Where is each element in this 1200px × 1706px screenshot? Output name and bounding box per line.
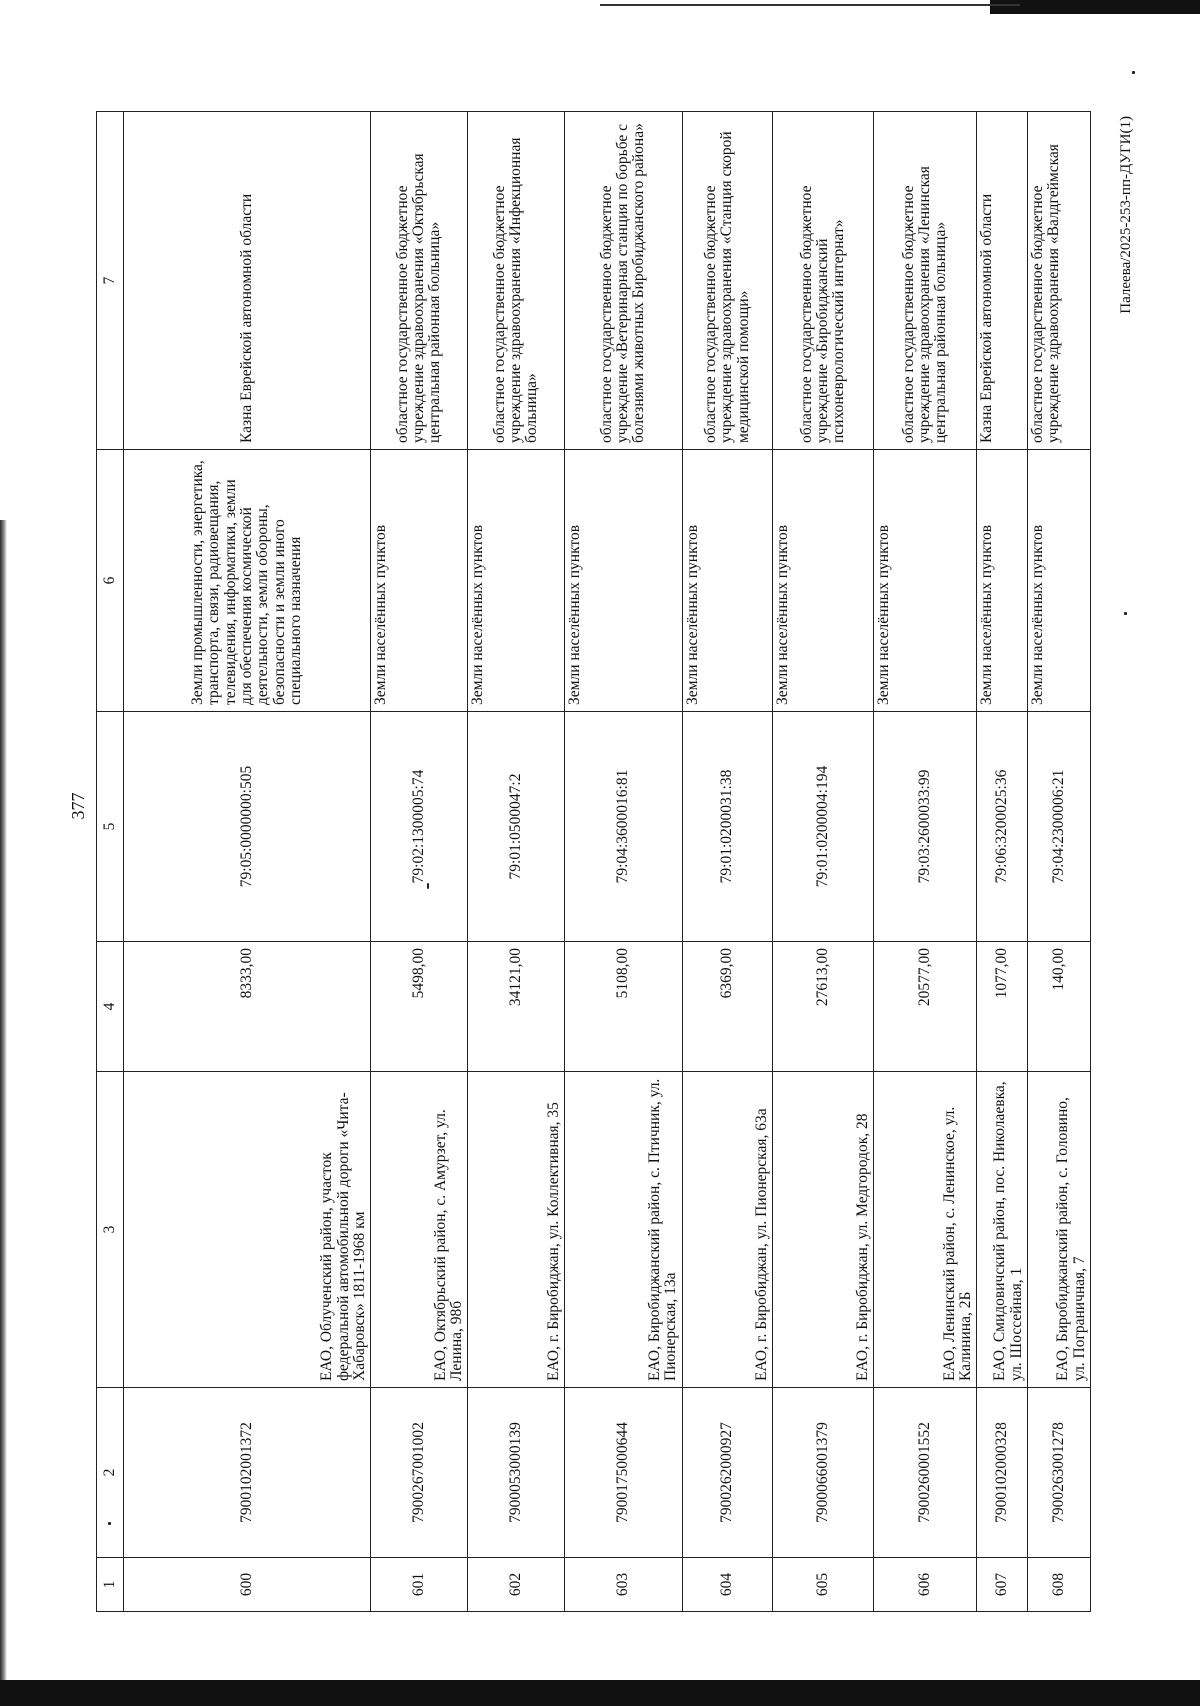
rights-holder: Казна Еврейской автономной области: [124, 112, 371, 450]
row-number: 608: [1027, 1558, 1090, 1612]
row-number: 606: [874, 1558, 977, 1612]
cadastral-number: 79:03:2600033:99: [874, 712, 977, 942]
table-row: [468, 112, 565, 1612]
land-category: Земли населённых пунктов: [977, 450, 1028, 712]
column-header: 7: [97, 112, 124, 450]
area: 20577,00: [874, 942, 977, 1072]
land-category: Земли населённых пунктов: [682, 450, 772, 712]
column-header: 4: [97, 942, 124, 1072]
cadastral-number: 79:06:3200025:36: [977, 712, 1028, 942]
rights-holder: областное государственное бюджетное учреждение здравоохранения «Октябрьская центральная районная больница»: [371, 112, 468, 450]
address: ЕАО, Смидовичский район, пос. Николаевка, ул. Шоссейная, 1: [977, 1072, 1028, 1388]
area: 6369,00: [682, 942, 772, 1072]
header-row: [97, 112, 124, 1612]
land-registry-table: [96, 111, 1091, 1612]
cadastral-number: 79:04:3600016:81: [564, 712, 682, 942]
cadastral-number: 79:05:0000000:505: [124, 712, 371, 942]
address: ЕАО, г. Биробиджан, ул. Пионерская, 63а: [682, 1072, 772, 1388]
registry-number: 7900260001552: [874, 1388, 977, 1558]
area: 34121,00: [468, 942, 565, 1072]
area: 27613,00: [773, 942, 874, 1072]
area: 1077,00: [977, 942, 1028, 1072]
cadastral-number: 79:02:1300005:74: [371, 712, 468, 942]
rights-holder: областное государственное бюджетное учреждение «Ветеринарная станция по борьбе с болезнями животных Биробиджанского района»: [564, 112, 682, 450]
table-row: [682, 112, 772, 1612]
table-row: [1027, 112, 1090, 1612]
address: ЕАО, Ленинский район, с. Ленинское, ул. Калинина, 2Б: [874, 1072, 977, 1388]
address: ЕАО, Биробиджанский район, с. Головино, ул. Пограничная, 7: [1027, 1072, 1090, 1388]
registry-number: 7900263001278: [1027, 1388, 1090, 1558]
table-row: [371, 112, 468, 1612]
rights-holder: Казна Еврейской автономной области: [977, 112, 1028, 450]
land-category: Земли населённых пунктов: [564, 450, 682, 712]
area: 5498,00: [371, 942, 468, 1072]
table-row: [977, 112, 1028, 1612]
row-number: 600: [124, 1558, 371, 1612]
land-category: Земли промышленности, энергетика, транспорта, связи, радиовещания, телевидения, информатики, земли для обеспечения космической деятельности, земли обороны, безопасности и земли иного специального назначения: [124, 450, 371, 712]
rights-holder: областное государственное бюджетное учреждение здравоохранения «Валдгеймская: [1027, 112, 1090, 450]
area: 5108,00: [564, 942, 682, 1072]
area: 140,00: [1027, 942, 1090, 1072]
page-number: 377: [68, 792, 88, 820]
registry-number: 7900175000644: [564, 1388, 682, 1558]
column-header: 5: [97, 712, 124, 942]
registry-number: 7900102001372: [124, 1388, 371, 1558]
rights-holder: областное государственное бюджетное учреждение здравоохранения «Станция скорой медицинской помощи»: [682, 112, 772, 450]
cadastral-number: 79:01:0200004:194: [773, 712, 874, 942]
row-number: 605: [773, 1558, 874, 1612]
column-header: 2: [97, 1388, 124, 1558]
area: 8333,00: [124, 942, 371, 1072]
land-category: Земли населённых пунктов: [874, 450, 977, 712]
table-row: [124, 112, 371, 1612]
address: ЕАО, г. Биробиджан, ул. Коллективная, 35: [468, 1072, 565, 1388]
column-header: 1: [97, 1558, 124, 1612]
row-number: 601: [371, 1558, 468, 1612]
address: ЕАО, Облученский район, участок федеральной автомобильной дороги «Чита-Хабаровск» 1811-1968 км: [124, 1072, 371, 1388]
document-reference: Палеева/2025-253-пп-ДУГИ(1): [1118, 116, 1134, 314]
column-header: 3: [97, 1072, 124, 1388]
row-number: 602: [468, 1558, 565, 1612]
land-category: Земли населённых пунктов: [773, 450, 874, 712]
row-number: 604: [682, 1558, 772, 1612]
registry-number: 7900066001379: [773, 1388, 874, 1558]
table-row: [773, 112, 874, 1612]
land-category: Земли населённых пунктов: [371, 450, 468, 712]
row-number: 603: [564, 1558, 682, 1612]
rights-holder: областное государственное бюджетное учреждение здравоохранения «Ленинская центральная районная больница»: [874, 112, 977, 450]
address: ЕАО, г. Биробиджан, ул. Медгородок, 28: [773, 1072, 874, 1388]
cadastral-number: 79:01:0200031:38: [682, 712, 772, 942]
table-row: [874, 112, 977, 1612]
registry-number: 7900267001002: [371, 1388, 468, 1558]
rights-holder: областное государственное бюджетное учреждение «Биробиджанский психоневрологический интернат»: [773, 112, 874, 450]
cadastral-number: 79:01:0500047:2: [468, 712, 565, 942]
address: ЕАО, Октябрьский район, с. Амурзет, ул. Ленина, 98б: [371, 1072, 468, 1388]
row-number: 607: [977, 1558, 1028, 1612]
table-row: [564, 112, 682, 1612]
registry-number: 7900102000328: [977, 1388, 1028, 1558]
column-header: 6: [97, 450, 124, 712]
cadastral-number: 79:04:2300006:21: [1027, 712, 1090, 942]
registry-number: 7900053000139: [468, 1388, 565, 1558]
land-category: Земли населённых пунктов: [468, 450, 565, 712]
rights-holder: областное государственное бюджетное учреждение здравоохранения «Инфекционная больница»: [468, 112, 565, 450]
address: ЕАО, Биробиджанский район, с. Птичник, ул. Пионерская, 13а: [564, 1072, 682, 1388]
registry-number: 7900262000927: [682, 1388, 772, 1558]
land-category: Земли населённых пунктов: [1027, 450, 1090, 712]
